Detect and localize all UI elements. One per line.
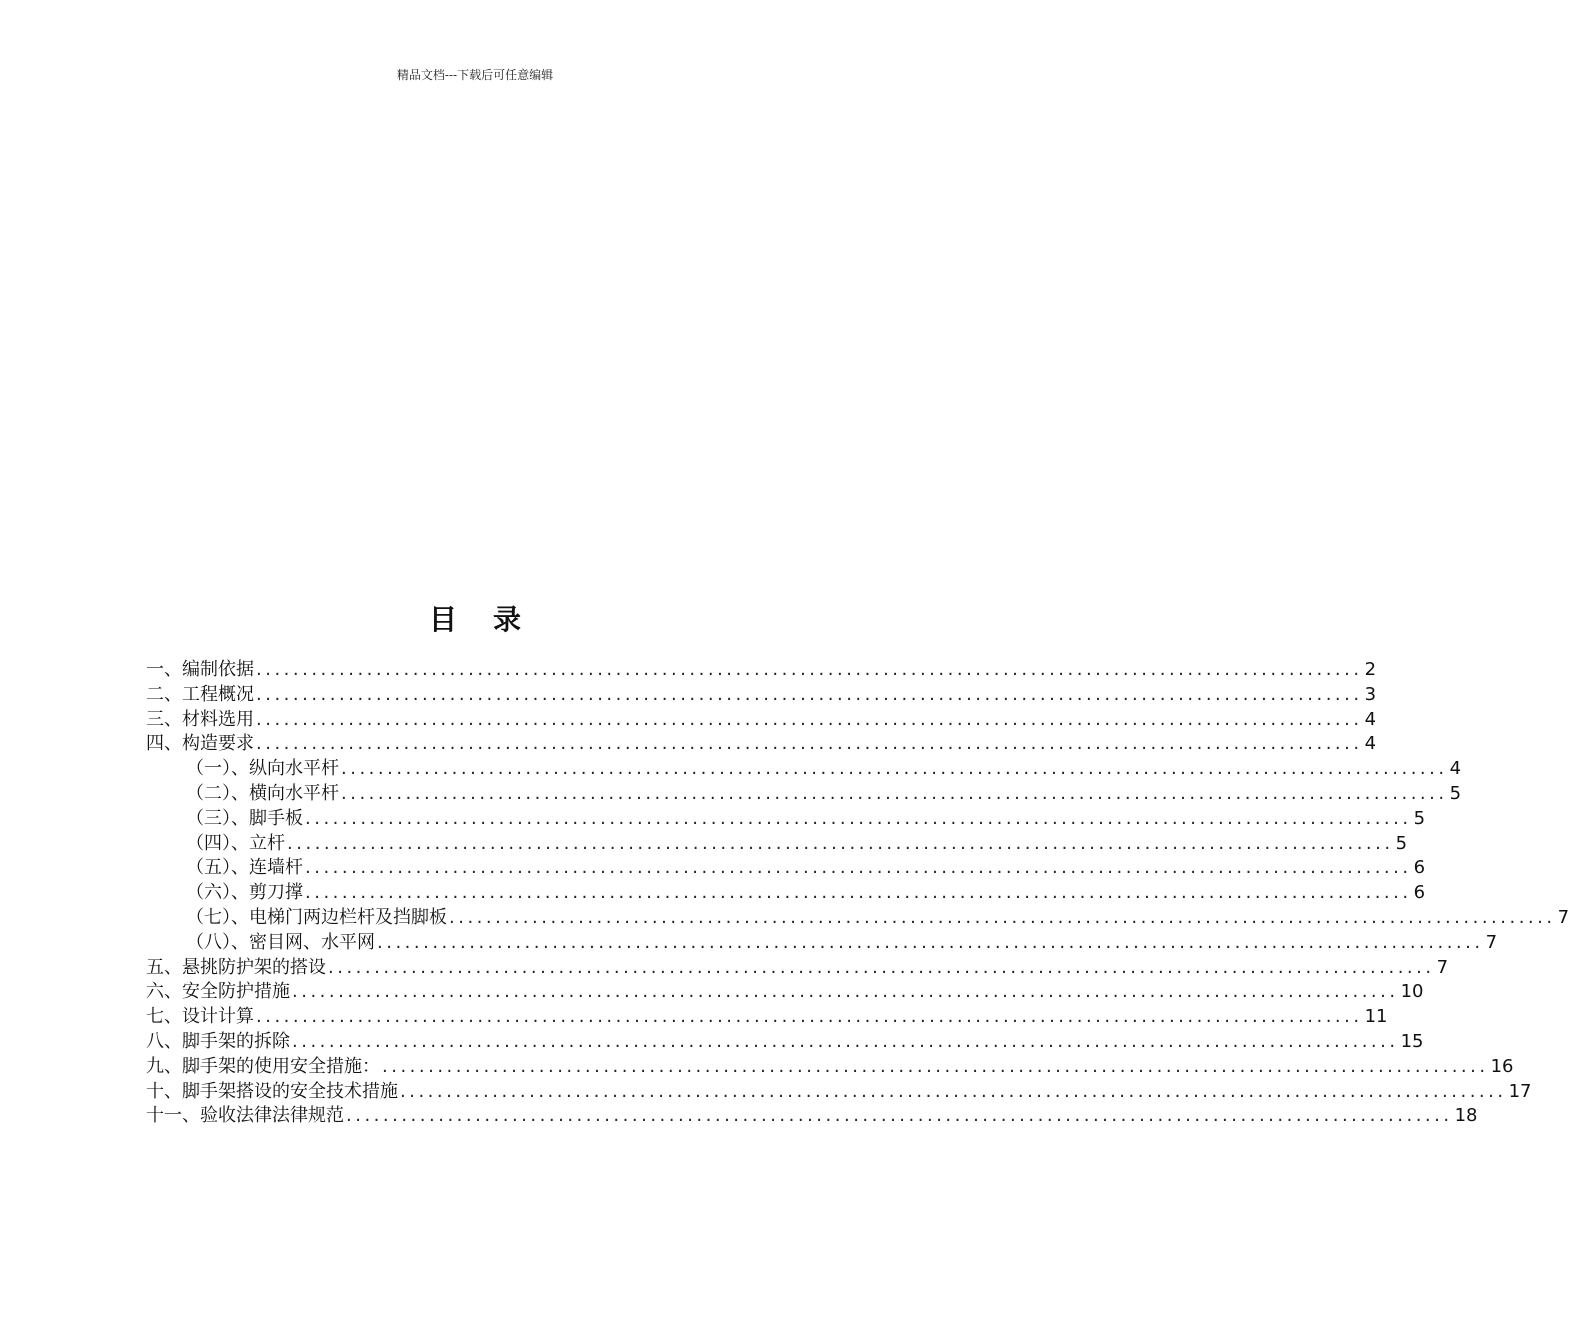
toc-entry-label: （六）、剪刀撑 — [186, 882, 303, 904]
toc-title: 目录 — [428, 603, 557, 636]
toc-dot-leader: ........................................................................................................................ — [382, 1055, 1489, 1077]
toc-entry-page: 17 — [1508, 1080, 1532, 1102]
toc-entry-label: （一）、纵向水平杆 — [186, 758, 339, 780]
toc-entry-label: 八、脚手架的拆除 — [146, 1030, 290, 1052]
toc-entry-label: 一、编制依据 — [146, 659, 254, 680]
toc-entry-page: 16 — [1490, 1055, 1514, 1077]
toc-entry-label: （二）、横向水平杆 — [186, 782, 339, 804]
toc-entry[interactable] — [146, 881, 1426, 906]
toc-dot-leader: ........................................................................................................................ — [305, 882, 1412, 904]
toc-dot-leader: ........................................................................................................................ — [256, 659, 1363, 680]
toc-dot-leader: ........................................................................................................................ — [328, 956, 1435, 978]
toc-entry[interactable] — [146, 1030, 1424, 1055]
toc-entry-page: 5 — [1449, 782, 1462, 804]
toc-entry-label: 四、构造要求 — [146, 733, 254, 755]
toc-dot-leader: ........................................................................................................................ — [449, 906, 1556, 928]
toc-entry-page: 3 — [1364, 683, 1377, 705]
toc-entry-page: 15 — [1400, 1030, 1424, 1052]
toc-entry[interactable] — [146, 1080, 1532, 1105]
toc-entry[interactable] — [146, 1104, 1478, 1129]
toc-dot-leader: ........................................................................................................................ — [256, 733, 1363, 755]
toc-dot-leader: ........................................................................................................................ — [400, 1080, 1507, 1102]
toc-entry[interactable] — [146, 1055, 1514, 1080]
toc-entry-page: 18 — [1454, 1105, 1478, 1127]
toc-dot-leader: ........................................................................................................................ — [256, 683, 1363, 705]
toc-entry[interactable] — [146, 708, 1377, 733]
toc-dot-leader: ........................................................................................................................ — [341, 758, 1448, 780]
toc-dot-leader: ........................................................................................................................ — [287, 832, 1394, 854]
toc-entry[interactable] — [146, 807, 1426, 832]
toc-entry[interactable] — [146, 956, 1449, 981]
toc-entry-page: 7 — [1557, 906, 1569, 928]
toc-entry[interactable] — [146, 658, 1377, 683]
toc-entry-page: 4 — [1449, 758, 1462, 780]
toc-entry[interactable] — [146, 757, 1462, 782]
toc-entry[interactable] — [146, 980, 1424, 1005]
toc-entry-page: 6 — [1413, 857, 1426, 879]
toc-dot-leader: ........................................................................................................................ — [292, 981, 1399, 1003]
table-of-contents — [146, 658, 1569, 1129]
toc-dot-leader: ........................................................................................................................ — [377, 931, 1484, 953]
toc-entry[interactable] — [146, 856, 1426, 881]
toc-dot-leader: ........................................................................................................................ — [305, 857, 1412, 879]
toc-entry-label: （四）、立杆 — [186, 832, 285, 854]
toc-entry[interactable] — [146, 782, 1462, 807]
toc-entry[interactable] — [146, 832, 1408, 857]
toc-entry-label: （八）、密目网、水平网 — [186, 931, 375, 953]
toc-dot-leader: ........................................................................................................................ — [256, 708, 1363, 730]
toc-entry-page: 10 — [1400, 981, 1424, 1003]
toc-entry-label: 六、安全防护措施 — [146, 981, 290, 1003]
toc-entry-page: 2 — [1364, 659, 1377, 680]
toc-entry-label: 七、设计计算 — [146, 1006, 254, 1028]
toc-entry-page: 5 — [1395, 832, 1408, 854]
toc-dot-leader: ........................................................................................................................ — [256, 1006, 1363, 1028]
toc-entry[interactable] — [146, 1005, 1388, 1030]
toc-entry-page: 5 — [1413, 807, 1426, 829]
toc-entry-label: （七）、电梯门两边栏杆及挡脚板 — [186, 906, 447, 928]
toc-entry-page: 4 — [1364, 733, 1377, 755]
toc-entry-label: 五、悬挑防护架的搭设 — [146, 956, 326, 978]
toc-dot-leader: ........................................................................................................................ — [292, 1030, 1399, 1052]
toc-entry-label: 十一、验收法律法律规范 — [146, 1105, 344, 1127]
toc-entry[interactable] — [146, 906, 1569, 931]
toc-dot-leader: ........................................................................................................................ — [346, 1105, 1453, 1127]
toc-entry-page: 4 — [1364, 708, 1377, 730]
toc-entry[interactable] — [146, 732, 1377, 757]
toc-dot-leader: ........................................................................................................................ — [341, 782, 1448, 804]
page-header: 精品文档---下载后可任意编辑 — [396, 68, 554, 82]
toc-entry-page: 7 — [1485, 931, 1498, 953]
toc-entry-label: 二、工程概况 — [146, 683, 254, 705]
toc-entry-page: 11 — [1364, 1006, 1388, 1028]
toc-entry-page: 6 — [1413, 882, 1426, 904]
toc-dot-leader: ........................................................................................................................ — [305, 807, 1412, 829]
toc-entry-label: 九、脚手架的使用安全措施： — [146, 1055, 380, 1077]
toc-entry-label: 三、材料选用 — [146, 708, 254, 730]
toc-entry[interactable] — [146, 931, 1498, 956]
toc-entry-label: 十、脚手架搭设的安全技术措施 — [146, 1080, 398, 1102]
toc-entry[interactable] — [146, 683, 1377, 708]
toc-entry-label: （三）、脚手板 — [186, 807, 303, 829]
toc-entry-page: 7 — [1436, 956, 1449, 978]
toc-entry-label: （五）、连墙杆 — [186, 857, 303, 879]
